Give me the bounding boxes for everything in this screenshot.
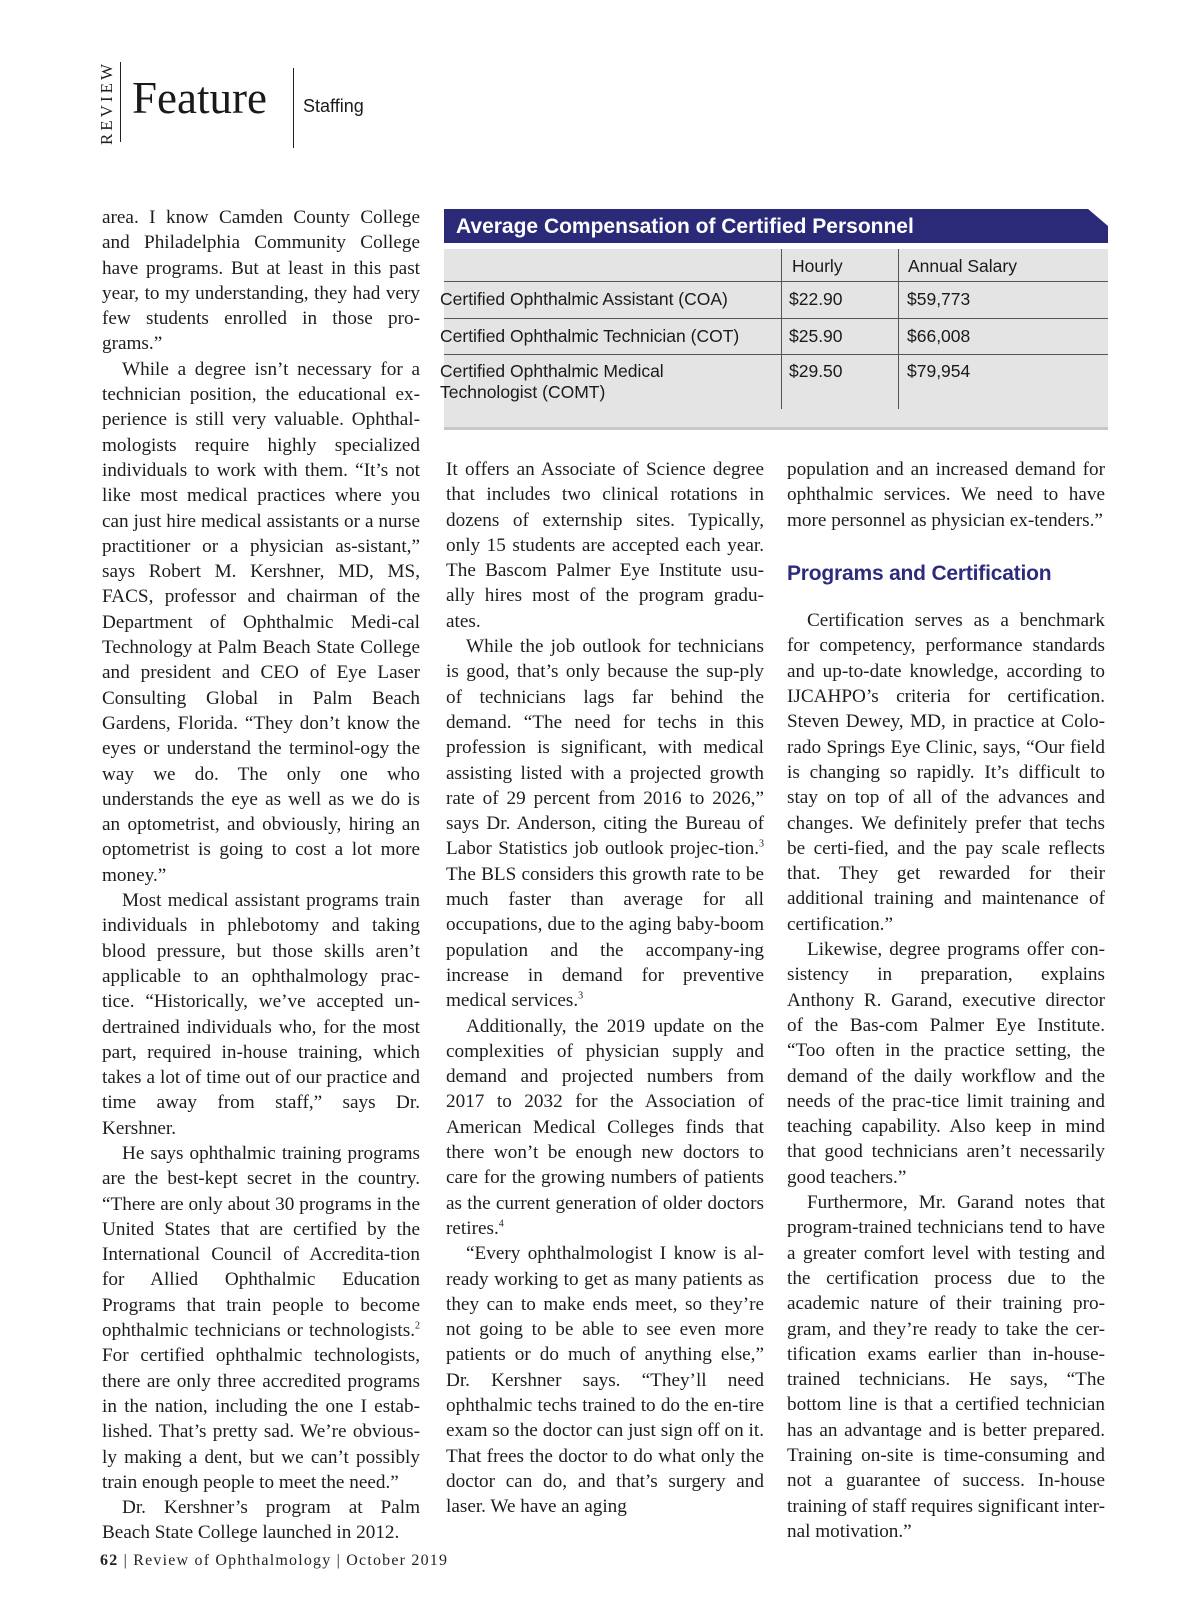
table-cell-position: Certified Ophthalmic Medical Technologist (COMT) xyxy=(440,361,664,402)
footer-sep: | xyxy=(336,1552,347,1569)
table-cell-hourly: $22.90 xyxy=(789,289,843,309)
paragraph: area. I know Camden County College and Philadelphia Community College have programs. But at least in this past year, to my understanding, they had very few students enrolled in those pro-grams.” xyxy=(102,207,420,355)
paragraph: Dr. Kershner’s program at Palm Beach State College launched in 2012. xyxy=(102,1497,420,1544)
table-cell-annual: $59,773 xyxy=(907,289,971,309)
header-divider-left xyxy=(120,62,121,142)
paragraph: “Every ophthalmologist I know is al-ready working to get as many patients as they can to make ends meet, so they’re not going to be able to see even more patients or do much of anything else,” Dr. Kershner says. “They’ll need ophthalmic techs trained to do the en-tire exam so the doctor can just sign off on it. That frees the doctor to do what only the doctor can do, and that’s surgery and laser. We have an aging xyxy=(446,1243,764,1518)
paragraph-text: Additionally, the 2019 update on the complexities of physician supply and demand and projected numbers from 2017 to 2032 for the Association of American Medical Colleges finds that there won’t be enough new doctors to care for the growing numbers of patients as the current generation of older doctors retires. xyxy=(446,1015,764,1239)
table-cell-position: Certified Ophthalmic Technician (COT) xyxy=(440,326,740,346)
table-cell-hourly: $29.50 xyxy=(789,361,843,381)
paragraph-text: For certified ophthalmic technologists, there are only three accredited programs in the nation, including the one I estab-lished. That’s pretty sad. We’re obvious-ly making a dent, but we can’t possibly train enough people to meet the need.” xyxy=(102,1345,420,1493)
paragraph-text: While the job outlook for technicians is good, that’s only because the sup-ply of technicians lags far behind the demand. “The need for techs in this profession is significant, with medical assisting listed with a projected growth rate of 29 percent from 2016 to 2026,” says Dr. Anderson, citing the Bureau of Labor Statistics job outlook projec-tion. xyxy=(446,636,764,860)
article-column-1 xyxy=(102,205,420,1546)
footnote-ref: 3 xyxy=(759,839,764,851)
paragraph: Certification serves as a benchmark for competency, performance standards and up-to-date knowledge, according to IJCAHPO’s criteria for certification. Steven Dewey, MD, in practice at Colo-rado Springs Eye Clinic, says, “Our field is changing so rapidly. It’s difficult to stay on top of all of the advances and changes. We definitely prefer that techs be certi-fied, and the pay scale reflects that. They get rewarded for their additional training and maintenance of certification.” xyxy=(787,610,1105,935)
paragraph xyxy=(102,1141,420,1495)
table-rule xyxy=(444,281,1108,282)
publication-name: Review of Ophthalmology xyxy=(133,1552,332,1569)
masthead-review-vertical xyxy=(92,62,122,144)
table-header-hourly: Hourly xyxy=(792,256,843,276)
table-body xyxy=(440,249,1108,430)
section-title: Feature xyxy=(132,73,267,123)
paragraph: Likewise, degree programs offer con-sistency in preparation, explains Anthony R. Garand, executive director of the Bas-com Palmer Eye Institute. “Too often in the practice setting, the demand of the daily workflow and the needs of the prac-tice limit training and teaching capability. Also keep in mind that good technicians aren’t necessarily good teachers.” xyxy=(787,939,1105,1188)
paragraph: Furthermore, Mr. Garand notes that program-trained technicians tend to have a greater comfort level with testing and the certification process due to the academic nature of their training pro-gram, and they’re ready to take the cer-tification exams earlier than in-house-trained technicians. He says, “The bottom line is that a certified technician has an advantage and is better prepared. Training on-site is time-consuming and not a guarantee of success. In-house training of staff requires significant inter-nal motivation.” xyxy=(787,1192,1105,1542)
table-cell-annual: $79,954 xyxy=(907,361,971,381)
table-rule xyxy=(444,318,1108,319)
article-column-3 xyxy=(787,457,1105,1544)
header-divider-right xyxy=(293,68,294,148)
table-cell-annual: $66,008 xyxy=(907,326,971,346)
paragraph: population and an increased demand for ophthalmic services. We need to have more personnel as physician ex-tenders.” xyxy=(787,459,1105,531)
paragraph xyxy=(446,1014,764,1242)
subheading: Programs and Certification xyxy=(787,561,1052,585)
paragraph: While a degree isn’t necessary for a technician position, the educational ex-perience is still very valuable. Ophthal-mologists require highly specialized individuals to work with them. “It’s not like most medical practices where you can just hire medical assistants or a nurse practitioner or a physician as-sistant,” says Robert M. Kershner, MD, MS, FACS, professor and chairman of the Department of Ophthalmic Medi-cal Technology at Palm Beach State College and president and CEO of Eye Laser Consulting Global in Palm Beach Gardens, Florida. “They don’t know the eyes or understand the terminol-ogy the way we do. The only one who understands the eye as well as we do is an optometrist, and obviously, hiring an optometrist is going to cost a lot more money.” xyxy=(102,358,420,886)
footnote-ref: 3 xyxy=(578,990,584,1002)
table-col-rule xyxy=(898,249,899,409)
article-column-2 xyxy=(446,457,764,1519)
footnote-ref: 4 xyxy=(498,1218,504,1230)
paragraph: Most medical assistant programs train individuals in phlebotomy and taking blood pressure, but those skills aren’t applicable to an ophthalmology prac-tice. “Historically, we’ve accepted un-dertrained individuals who, for the most part, required in-house training, which takes a lot of time out of our practice and time away from staff,” says Dr. Kershner. xyxy=(102,890,420,1139)
page-number: 62 xyxy=(100,1552,119,1569)
paragraph-text: The BLS considers this growth rate to be much faster than average for all occupations, due to the aging baby-boom population and the accompany-ing increase in demand for preventive medical services. xyxy=(446,863,764,1012)
section-topic: Staffing xyxy=(303,96,364,116)
table-header-annual: Annual Salary xyxy=(908,256,1017,276)
paragraph: It offers an Associate of Science degree that includes two clinical rotations in dozens of externship sites. Typically, only 15 students are accepted each year. The Bascom Palmer Eye Institute usu-ally hires most of the program gradu-ates. xyxy=(446,459,764,632)
page-footer xyxy=(100,1552,448,1570)
footer-sep: | xyxy=(123,1552,134,1569)
paragraph xyxy=(446,634,764,1013)
paragraph-text: He says ophthalmic training programs are the best-kept secret in the country. “There are only about 30 programs in the United States that are certified by the International Council of Accredita-tion for Allied Ophthalmic Education Programs that train people to become ophthalmic technicians or technologists. xyxy=(102,1142,420,1342)
footnote-ref: 2 xyxy=(415,1320,420,1332)
issue-date: October 2019 xyxy=(346,1552,449,1569)
table-cell-hourly: $25.90 xyxy=(789,326,843,346)
masthead-review-text: REVIEW xyxy=(97,60,116,146)
table-cell-position: Certified Ophthalmic Assistant (COA) xyxy=(440,289,728,309)
table-title: Average Compensation of Certified Personnel xyxy=(456,215,914,238)
table-col-rule xyxy=(781,249,782,409)
table-rule xyxy=(444,354,1108,355)
compensation-table xyxy=(440,209,1108,427)
